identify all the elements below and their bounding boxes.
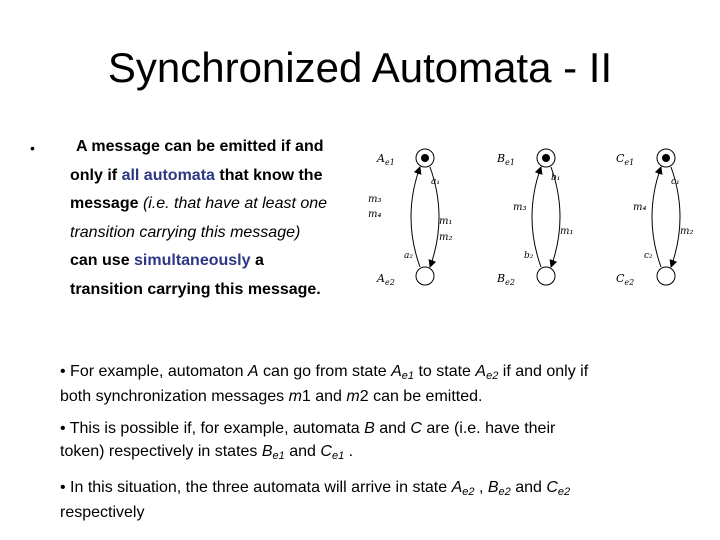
label-c1: c₁ [671,177,680,187]
msg-m1: m₁ [439,216,453,227]
label-a1: a₁ [431,177,440,187]
text-segment: 1 and [301,388,347,405]
text-segment: both synchronization messages [60,388,289,405]
state-b-e2-label: $B_{e2}$ [497,272,515,287]
main-bullet-text [70,133,370,304]
msg-m3: m₃ [513,202,527,213]
text-segment: and [510,479,547,496]
main-bullet-line-2a: only if [70,166,122,184]
var-m: m [346,388,360,405]
label-a2: a₂ [404,251,413,261]
bullet-marker: • [30,140,35,156]
subscript: e1 [272,450,285,462]
var-a: A [391,363,402,380]
state-c-e2-label: $C_{e2}$ [616,272,635,287]
var-a: A [247,363,259,380]
text-segment: to state [414,363,476,380]
subscript: e1 [331,450,345,462]
automaton-b [496,149,574,287]
var-c: C [410,420,422,437]
var-m: m [288,388,302,405]
subscript: e2 [557,486,571,498]
slide-title: Synchronized Automata - II [107,44,613,91]
text-segment: token) respectively in states [60,443,262,460]
state-a-e2 [416,267,434,285]
main-bullet-line-5c: a [250,252,264,269]
subscript: e2 [486,370,499,382]
msg-m1: m₁ [560,226,574,237]
text-segment: , [474,479,488,496]
text-segment: • This is possible if, for example, automata [60,420,365,437]
text-segment: • For example, automaton [60,363,248,380]
msg-m4: m₄ [633,202,647,213]
label-c2: c₂ [644,251,653,261]
main-bullet-line-3b: (i.e. that have at least one [142,195,328,212]
msg-m2: m₂ [439,232,453,243]
state-a-e1-label: $A_{e1}$ [377,152,395,167]
automaton-a [368,149,453,287]
text-segment: . [344,443,354,460]
var-b: B [364,420,375,437]
state-b-e1-label: $B_{e1}$ [497,152,515,167]
example-bullet-3 [60,476,680,524]
text-segment: 2 can be emitted. [359,388,483,405]
transition-up-arrow [652,167,661,267]
automaton-c [616,149,694,287]
subscript: e2 [462,486,475,498]
var-c: C [320,443,332,460]
msg-m2: m₂ [680,226,694,237]
main-bullet-line-6: transition carrying this message. [70,280,321,298]
automata-diagram [352,140,702,300]
text-segment: are (i.e. have their [421,420,556,437]
highlight-simultaneously: simultaneously [134,252,251,269]
main-bullet-line-1: A message can be emitted if and [76,138,324,155]
token-icon [662,154,670,162]
main-bullet-line-5a: can use [70,252,135,269]
token-icon [421,154,429,162]
token-icon [542,154,550,162]
text-segment: can go from state [258,363,392,380]
text-segment: and [374,420,411,437]
main-bullet-line-3a: message [70,195,143,212]
state-a-e2-label: $A_{e2}$ [377,272,395,287]
var-a: A [451,479,463,496]
label-b2: b₂ [524,251,534,261]
msg-m3: m₃ [368,194,382,205]
var-b: B [261,443,273,460]
state-c-e2 [657,267,675,285]
text-segment: respectively [60,504,145,521]
main-bullet-line-4: transition carrying this message) [70,223,301,241]
subscript: e2 [498,486,511,498]
label-b1: b₁ [551,173,561,183]
text-segment: • In this situation, the three automata will arrive in state [60,479,452,496]
var-c: C [546,479,558,496]
example-bullet-1 [60,360,680,408]
text-segment: and [284,443,321,460]
state-b-e2 [537,267,555,285]
msg-m4: m₄ [368,209,382,220]
text-segment: if and only if [498,363,589,380]
var-a: A [475,363,487,380]
main-bullet-line-2c: that know the [214,166,323,184]
state-c-e1-label: $C_{e1}$ [616,152,635,167]
subscript: e1 [401,370,415,382]
var-b: B [487,479,499,496]
example-bullet-2 [60,417,680,465]
highlight-all-automata: all automata [121,166,215,184]
